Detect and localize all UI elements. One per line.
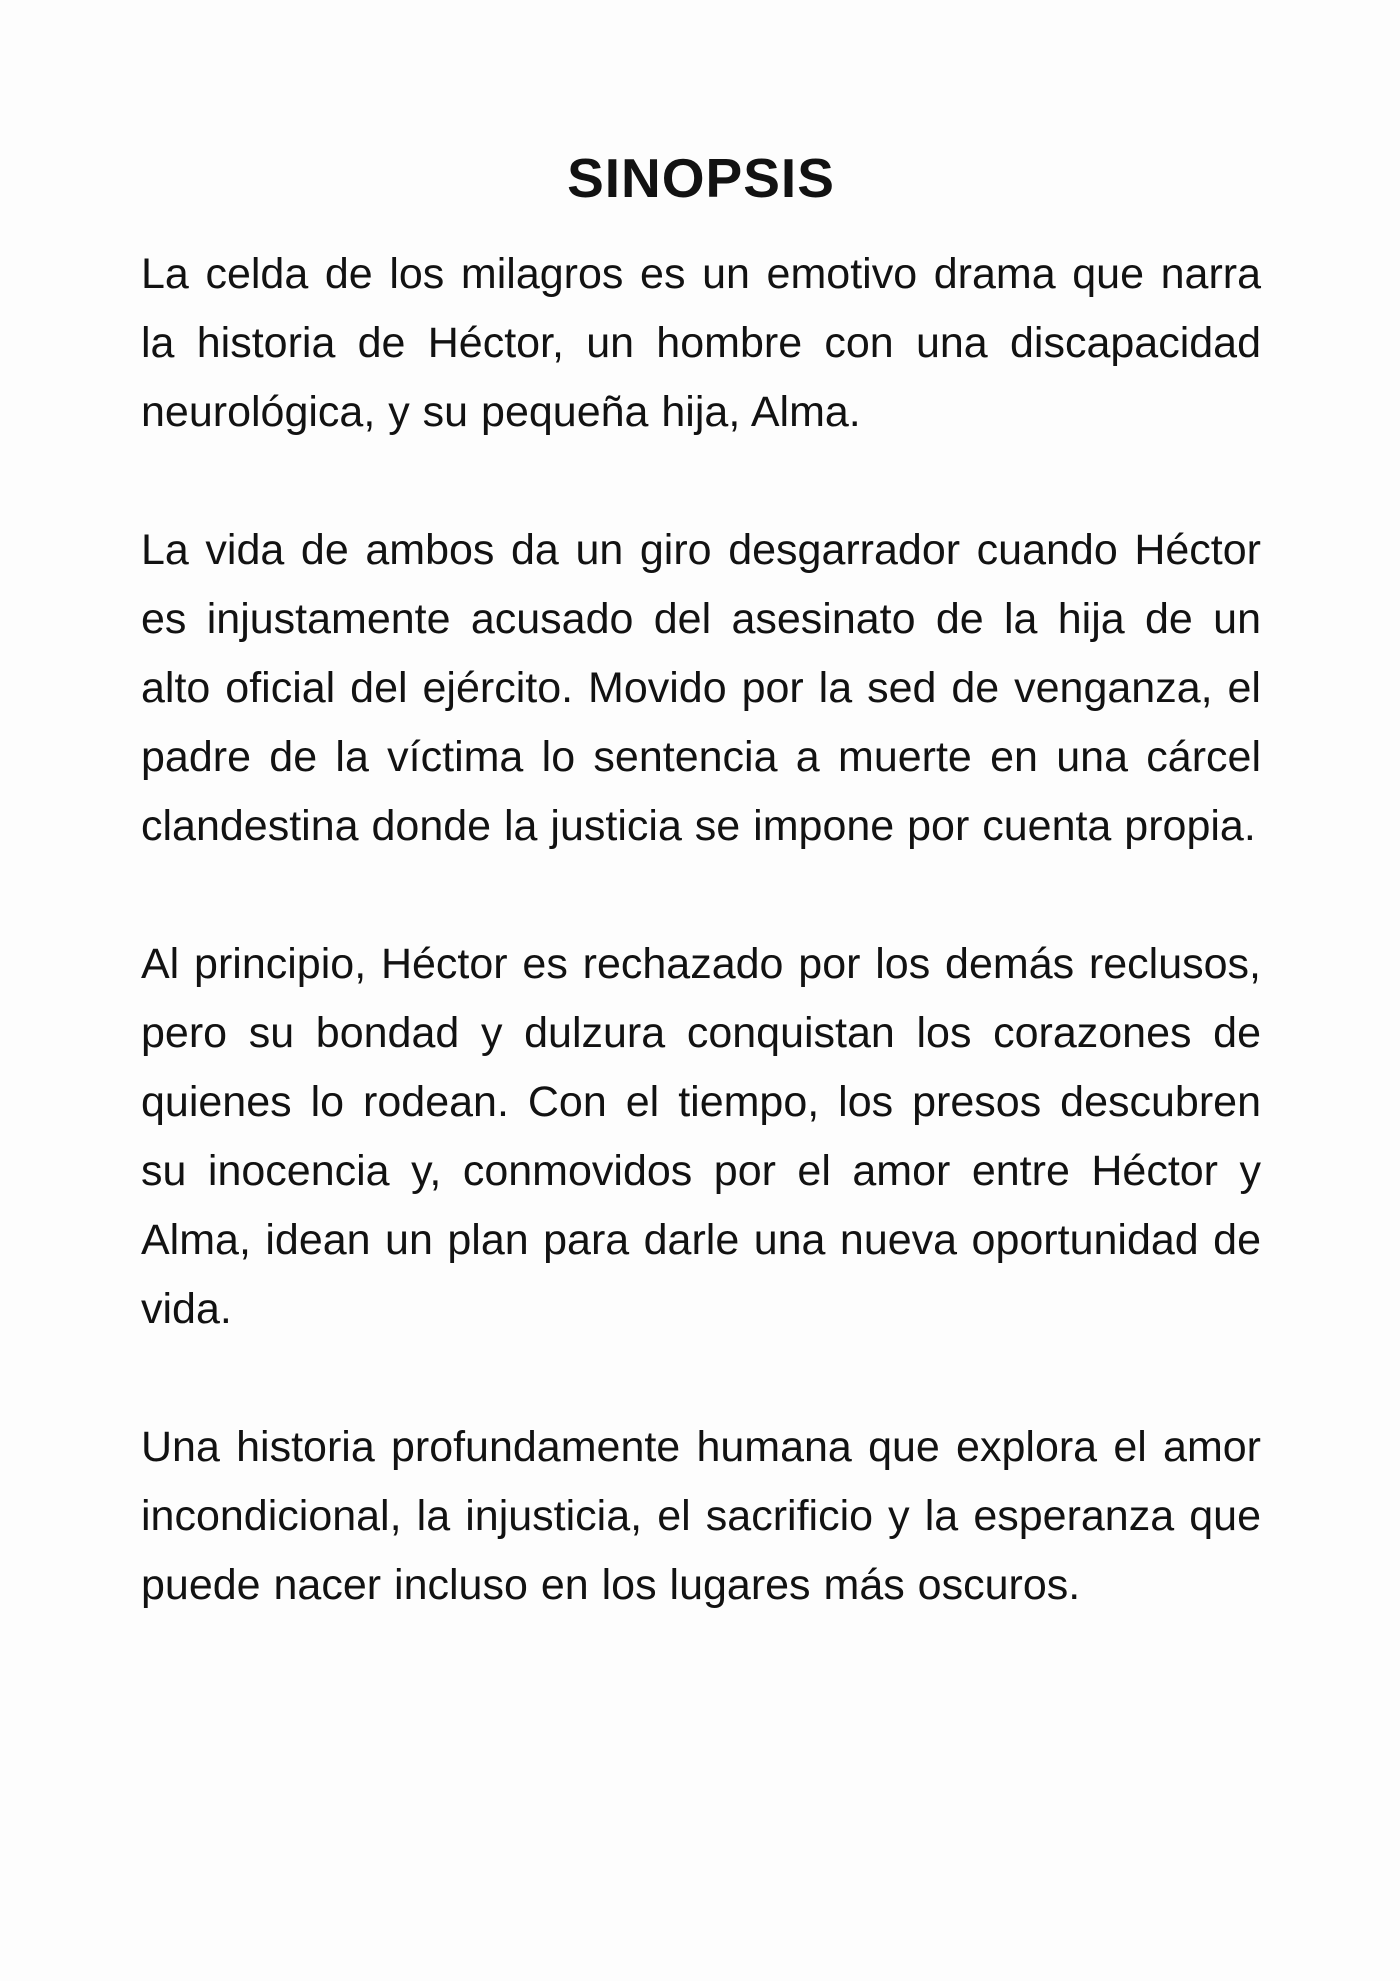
synopsis-paragraph-3: Al principio, Héctor es rechazado por los demás reclusos, pero su bondad y dulzura conquistan los corazones de quienes lo rodean. Con el tiempo, los presos descubren su inocencia y, conmovidos por el amor entre Héctor y Alma, idean un plan para darle una nueva oportunidad de vida.	[141, 940, 1261, 1333]
page-title: SINOPSIS	[567, 147, 835, 209]
synopsis-page	[141, 138, 1261, 1689]
synopsis-paragraph-1: La celda de los milagros es un emotivo drama que narra la historia de Héctor, un hombre con una discapacidad neurológica, y su pequeña hija, Alma.	[141, 250, 1261, 436]
synopsis-paragraph-4: Una historia profundamente humana que explora el amor incondicional, la injusticia, el sacrificio y la esperanza que puede nacer incluso en los lugares más oscuros.	[141, 1423, 1261, 1609]
synopsis-paragraph-2: La vida de ambos da un giro desgarrador cuando Héctor es injustamente acusado del asesinato de la hija de un alto oficial del ejército. Movido por la sed de venganza, el padre de la víctima lo sentencia a muerte en una cárcel clandestina donde la justicia se impone por cuenta propia.	[141, 526, 1261, 850]
